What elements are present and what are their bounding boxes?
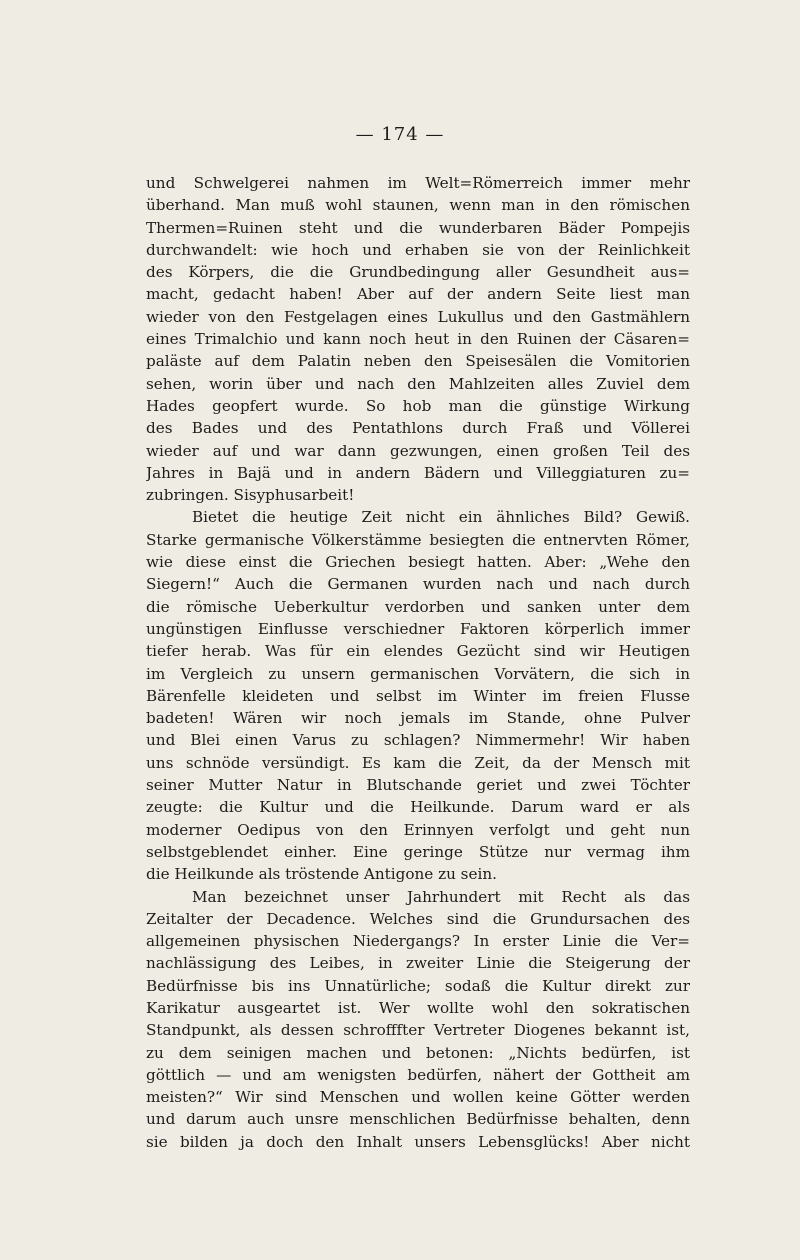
text-line: badeten! Wären wir noch jemals im Stande, ohne Pulver: [146, 709, 690, 728]
text-line: göttlich — und am wenigsten bedürfen, nähert der Gottheit am: [146, 1065, 690, 1084]
text-line: ungünstigen Einflusse verschiedner Faktoren körperlich immer: [146, 619, 690, 638]
text-line: Siegern!“ Auch die Germanen wurden nach und nach durch: [146, 575, 690, 594]
text-line: selbstgeblendet einher. Eine geringe Stütze nur vermag ihm: [146, 842, 690, 861]
text-line: macht, gedacht haben! Aber auf der andern Seite liest man: [146, 285, 690, 304]
body-text: [146, 172, 690, 1153]
text-line: zu dem seinigen machen und betonen: „Nichts bedürfen, ist: [146, 1043, 690, 1062]
text-line: seiner Mutter Natur in Blutschande geriet und zwei Töchter: [146, 776, 690, 795]
text-line: des Körpers, die die Grundbedingung aller Gesundheit aus=: [146, 263, 690, 282]
text-line: Jahres in Bajä und in andern Bädern und Villeggiaturen zu=: [146, 463, 690, 482]
text-line: wie diese einst die Griechen besiegt hatten. Aber: „Wehe den: [146, 553, 690, 572]
text-line: allgemeinen physischen Niedergangs? In erster Linie die Ver=: [146, 932, 690, 951]
text-line: zeugte: die Kultur und die Heilkunde. Darum ward er als: [146, 798, 690, 817]
text-line: paläste auf dem Palatin neben den Speisesälen die Vomitorien: [146, 352, 690, 371]
text-line: Hades geopfert wurde. So hob man die günstige Wirkung: [146, 396, 690, 415]
text-line: und darum auch unsre menschlichen Bedürfnisse behalten, denn: [146, 1110, 690, 1129]
text-line: Thermen=Ruinen steht und die wunderbaren Bäder Pompejis: [146, 218, 690, 237]
text-line: des Bades und des Pentathlons durch Fraß und Völlerei: [146, 419, 690, 438]
text-line: meisten?“ Wir sind Menschen und wollen keine Götter werden: [146, 1088, 690, 1107]
text-line: Bedürfnisse bis ins Unnatürliche; sodaß die Kultur direkt zur: [146, 976, 690, 995]
page-number: — 174 —: [355, 124, 445, 145]
text-line: die Heilkunde als tröstende Antigone zu sein.: [146, 865, 497, 884]
text-line: sehen, worin über und nach den Mahlzeiten alles Zuviel dem: [146, 374, 690, 393]
text-line: durchwandelt: wie hoch und erhaben sie von der Reinlichkeit: [146, 240, 690, 259]
text-line: Standpunkt, als dessen schrofffter Vertreter Diogenes bekannt ist,: [146, 1021, 690, 1040]
text-line: sie bilden ja doch den Inhalt unsers Lebensglücks! Aber nicht: [146, 1132, 690, 1151]
text-line: Bärenfelle kleideten und selbst im Winter im freien Flusse: [146, 686, 690, 705]
text-line: Man bezeichnet unser Jahrhundert mit Recht als das: [192, 887, 690, 906]
text-line: Starke germanische Völkerstämme besiegten die entnervten Römer,: [146, 530, 690, 549]
text-line: uns schnöde versündigt. Es kam die Zeit, da der Mensch mit: [146, 753, 690, 772]
text-line: nachlässigung des Leibes, in zweiter Linie die Steigerung der: [146, 954, 690, 973]
text-line: und Schwelgerei nahmen im Welt=Römerreich immer mehr: [146, 174, 690, 192]
text-line: die römische Ueberkultur verdorben und sanken unter dem: [146, 597, 690, 616]
text-line: und Blei einen Varus zu schlagen? Nimmermehr! Wir haben: [146, 731, 690, 750]
text-line: zubringen. Sisyphusarbeit!: [146, 486, 355, 505]
text-line: tiefer herab. Was für ein elendes Gezücht sind wir Heutigen: [146, 642, 690, 661]
text-line: eines Trimalchio und kann noch heut in den Ruinen der Cäsaren=: [146, 330, 690, 349]
text-line: moderner Oedipus von den Erinnyen verfolgt und geht nun: [146, 820, 690, 839]
text-line: Karikatur ausgeartet ist. Wer wollte wohl den sokratischen: [146, 998, 690, 1017]
text-line: wieder auf und war dann gezwungen, einen großen Teil des: [146, 441, 690, 460]
text-line: Zeitalter der Decadence. Welches sind die Grundursachen des: [146, 909, 690, 928]
text-line: überhand. Man muß wohl staunen, wenn man in den römischen: [146, 196, 690, 215]
text-line: wieder von den Festgelagen eines Lukullus und den Gastmählern: [146, 307, 690, 326]
text-line: Bietet die heutige Zeit nicht ein ähnliches Bild? Gewiß.: [192, 508, 690, 527]
text-line: im Vergleich zu unsern germanischen Vorvätern, die sich in: [146, 664, 690, 683]
